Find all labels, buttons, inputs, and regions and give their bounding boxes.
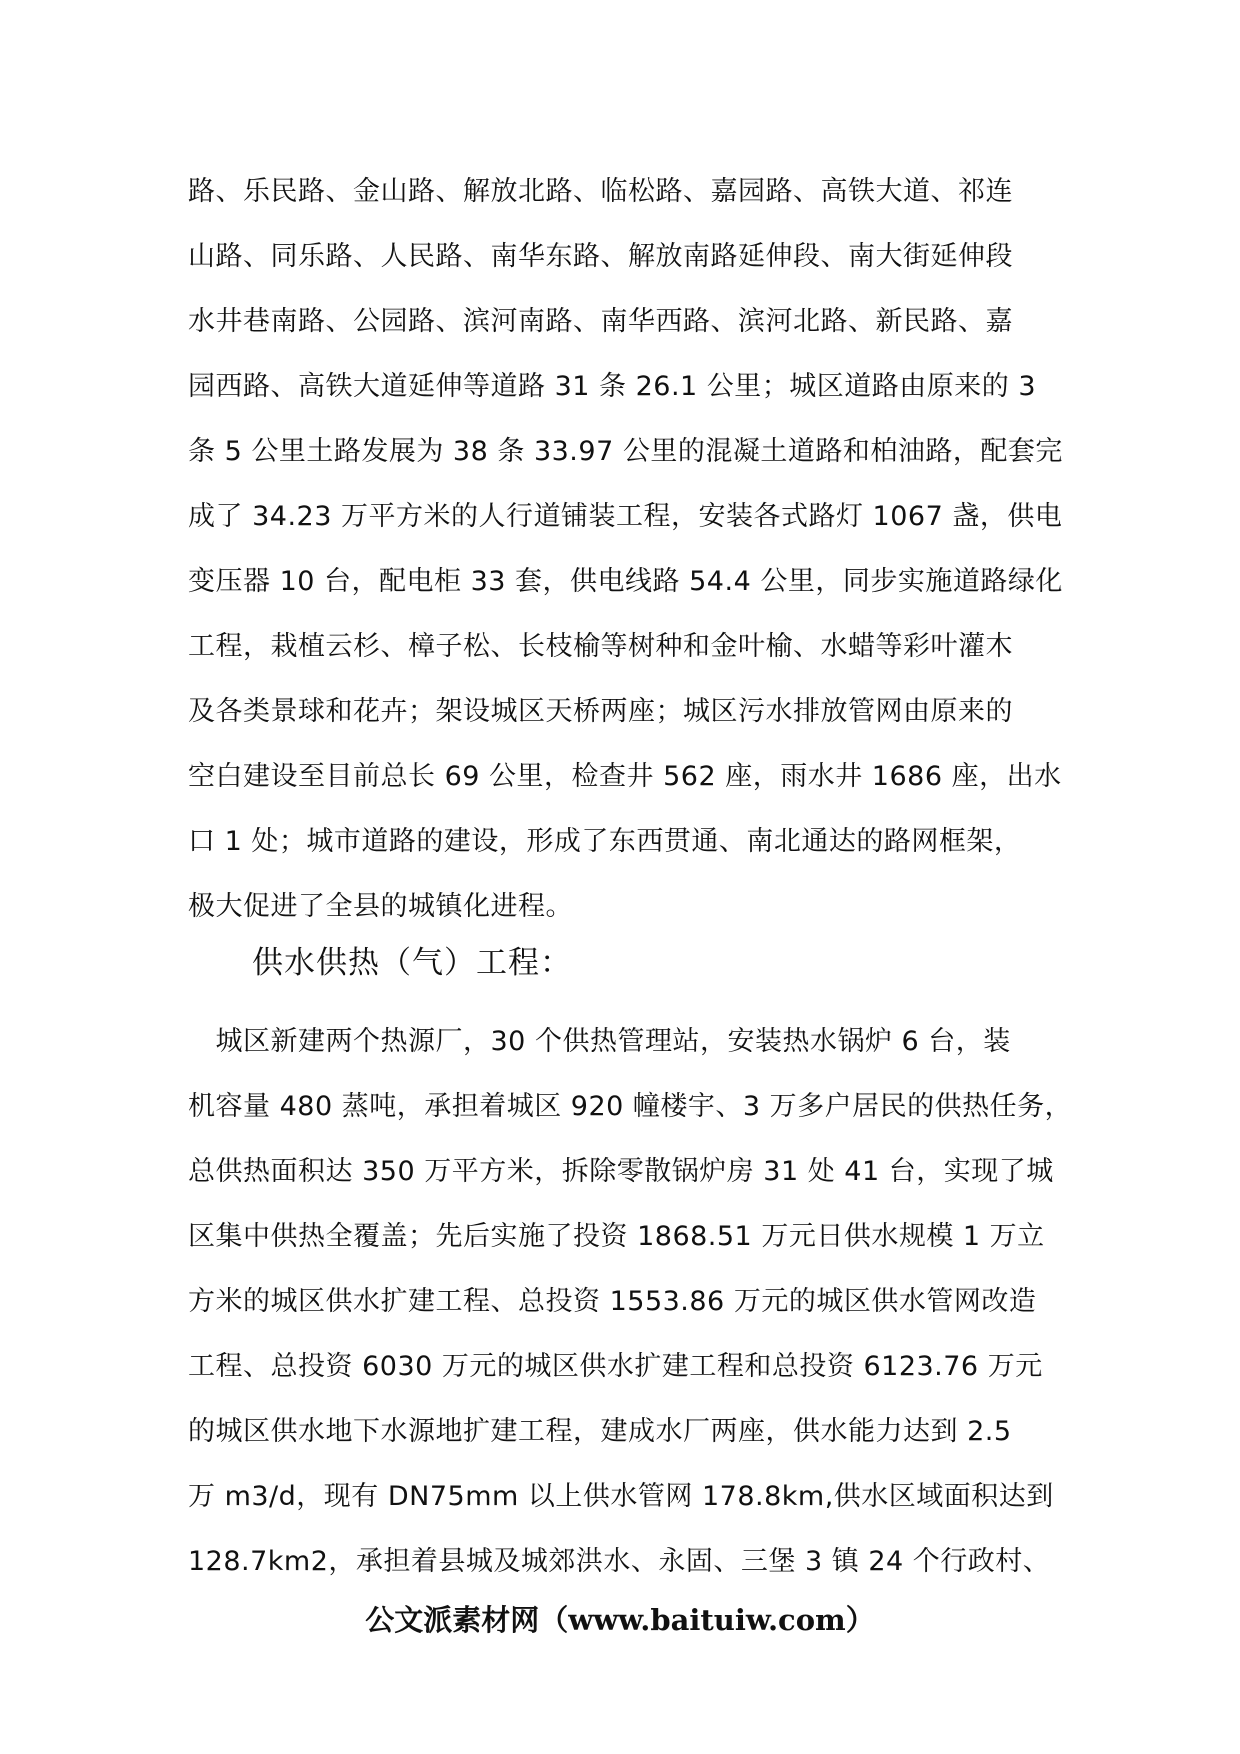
paragraph-line: 变压器 10 台，配电柜 33 套，供电线路 54.4 公里，同步实施道路绿化 [188,566,1063,597]
paragraph-line: 工程，栽植云杉、樟子松、长枝榆等树种和金叶榆、水蜡等彩叶灌木 [188,631,1013,662]
paragraph-line: 工程、总投资 6030 万元的城区供水扩建工程和总投资 6123.76 万元 [188,1351,1043,1382]
paragraph-line: 方米的城区供水扩建工程、总投资 1553.86 万元的城区供水管网改造 [188,1286,1037,1317]
paragraph-line: 极大促进了全县的城镇化进程。 [188,891,573,922]
paragraph-line: 水井巷南路、公园路、滨河南路、南华西路、滨河北路、新民路、嘉 [188,306,1013,337]
paragraph-line: 空白建设至目前总长 69 公里，检查井 562 座，雨水井 1686 座，出水 [188,761,1062,792]
paragraph-line: 口 1 处；城市道路的建设，形成了东西贯通、南北通达的路网框架， [188,826,1022,857]
watermark-footer: 公文派素材网（www.baituiw.com） [365,1603,875,1637]
paragraph-line: 条 5 公里土路发展为 38 条 33.97 公里的混凝土道路和柏油路，配套完 [188,436,1063,467]
paragraph-line: 128.7km2，承担着县城及城郊洪水、永固、三堡 3 镇 24 个行政村、 [188,1546,1051,1577]
section-heading: 供水供热（气）工程： [252,945,572,981]
paragraph-line: 的城区供水地下水源地扩建工程，建成水厂两座，供水能力达到 2.5 [188,1416,1012,1447]
paragraph-line: 总供热面积达 350 万平方米，拆除零散锅炉房 31 处 41 台，实现了城 [188,1156,1054,1187]
road-construction-paragraph [188,159,1063,939]
paragraph-line: 山路、同乐路、人民路、南华东路、解放南路延伸段、南大街延伸段 [188,241,1013,272]
paragraph-line: 及各类景球和花卉；架设城区天桥两座；城区污水排放管网由原来的 [188,696,1013,727]
paragraph-line: 机容量 480 蒸吨，承担着城区 920 幢楼宇、3 万多户居民的供热任务， [188,1091,1073,1122]
paragraph-line: 万 m3/d，现有 DN75mm 以上供水管网 178.8km,供水区域面积达到 [188,1481,1054,1512]
paragraph-line: 园西路、高铁大道延伸等道路 31 条 26.1 公里；城区道路由原来的 3 [188,371,1037,402]
paragraph-line: 路、乐民路、金山路、解放北路、临松路、嘉园路、高铁大道、祁连 [188,176,1013,207]
water-heating-paragraph [188,1009,1073,1594]
paragraph-line: 城区新建两个热源厂，30 个供热管理站，安装热水锅炉 6 台，装 [188,1026,1011,1057]
paragraph-line: 成了 34.23 万平方米的人行道铺装工程，安装各式路灯 1067 盏，供电 [188,501,1063,532]
paragraph-line: 区集中供热全覆盖；先后实施了投资 1868.51 万元日供水规模 1 万立 [188,1221,1045,1252]
